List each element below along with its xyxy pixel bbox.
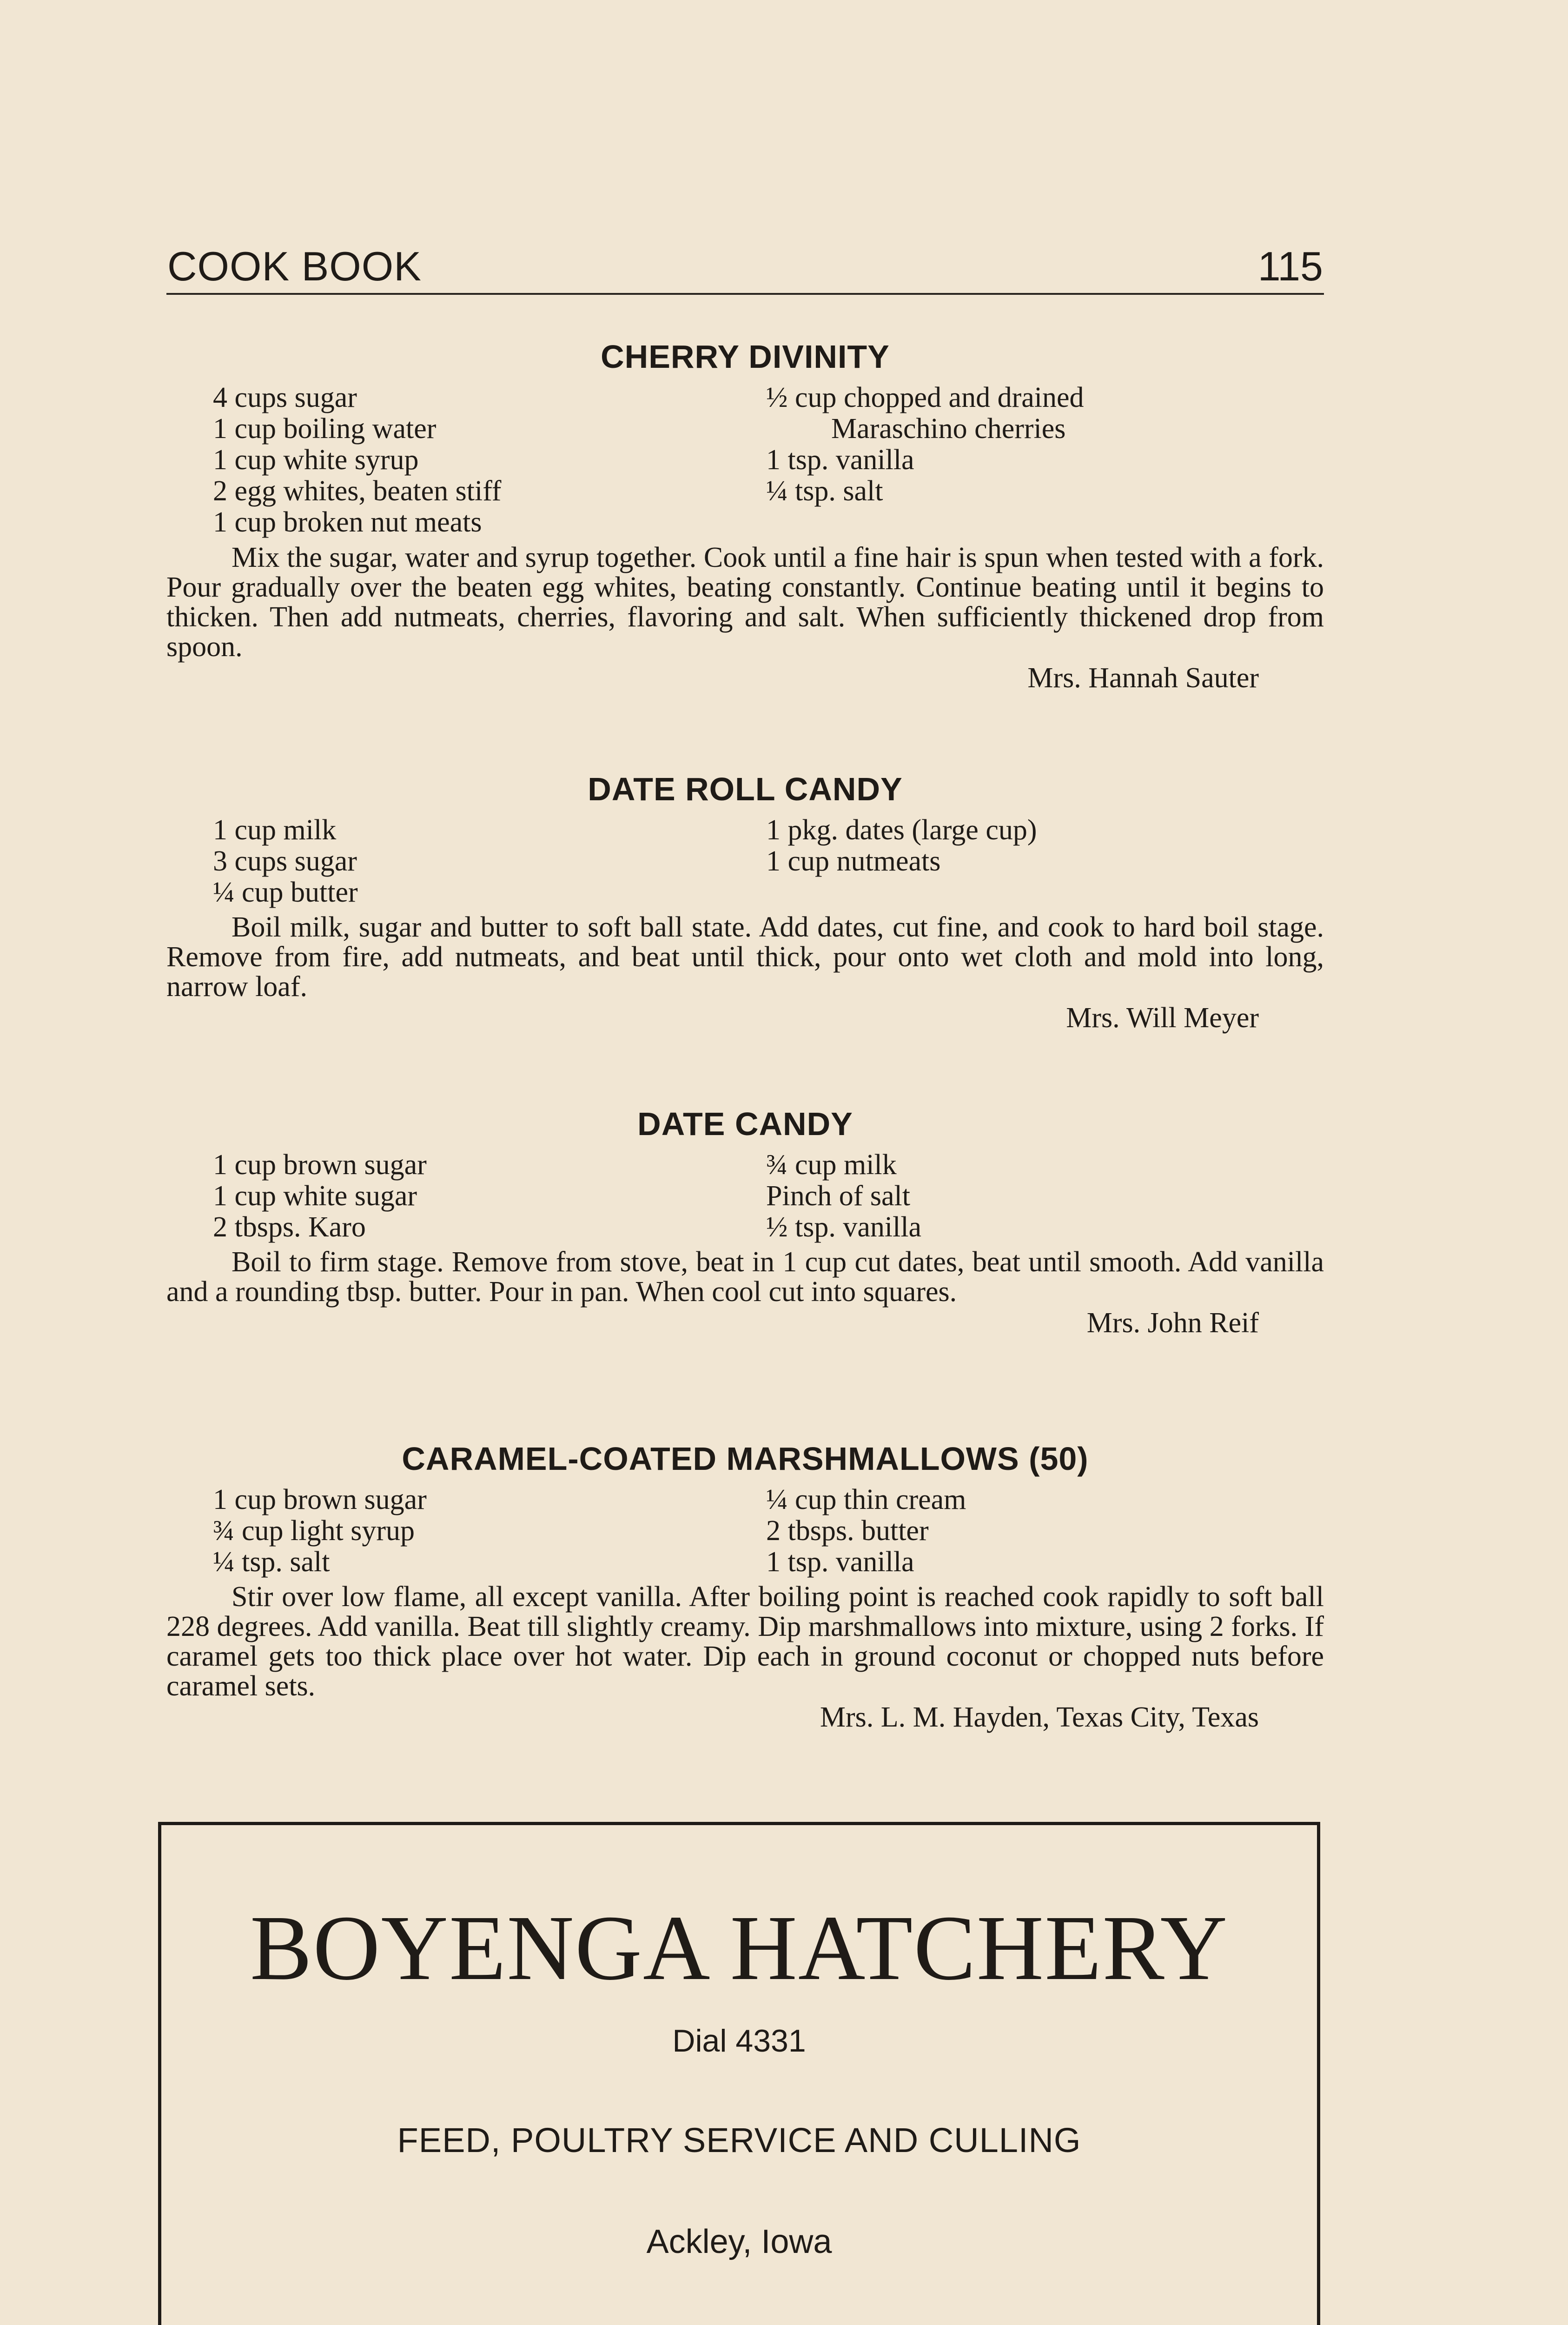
ingredient: 1 cup broken nut meats	[213, 506, 482, 538]
ingredient-list	[166, 815, 1324, 912]
recipe-title: DATE CANDY	[637, 1106, 853, 1142]
ingredients-right-column	[766, 1149, 921, 1243]
ingredient: 1 cup white sugar	[213, 1180, 417, 1212]
ingredient: 1 tsp. vanilla	[766, 1546, 914, 1578]
ad-services: FEED, POULTRY SERVICE AND CULLING	[397, 2121, 1081, 2159]
recipe-method: Boil milk, sugar and butter to soft ball state. Add dates, cut fine, and cook to hard boil stage. Remove from fire, add nutmeats, and beat until thick, pour onto wet cloth and mold into long, narrow loaf.	[166, 911, 1324, 1003]
ingredient: ¼ cup thin cream	[766, 1484, 966, 1515]
ingredient: 1 cup nutmeats	[766, 845, 941, 877]
recipe-author: Mrs. John Reif	[1086, 1307, 1259, 1339]
recipe-caramel-coated-marshmallows	[166, 1438, 1324, 1734]
recipe-date-roll-candy	[166, 768, 1324, 1034]
recipe-cherry-divinity	[166, 336, 1324, 694]
ingredients-right-column	[766, 1484, 966, 1578]
recipe-date-candy	[166, 1103, 1324, 1339]
recipe-author: Mrs. L. M. Hayden, Texas City, Texas	[820, 1701, 1259, 1733]
ingredient: Pinch of salt	[766, 1180, 910, 1212]
book-title: COOK BOOK	[167, 243, 422, 289]
ingredient: 1 cup milk	[213, 814, 337, 846]
ingredients-right-column	[766, 815, 1037, 877]
ad-company-name: BOYENGA HATCHERY	[250, 1897, 1229, 2000]
ingredient: ¾ cup milk	[766, 1149, 897, 1181]
ingredient-list	[166, 382, 1324, 543]
ingredient: 3 cups sugar	[213, 845, 357, 877]
ingredient: 1 cup brown sugar	[213, 1149, 427, 1181]
running-header	[166, 237, 1324, 295]
recipe-method: Boil to firm stage. Remove from stove, beat in 1 cup cut dates, beat until smooth. Add vanilla and a rounding tbsp. butter. Pour in pan. When cool cut into squares.	[166, 1246, 1324, 1308]
ingredients-right-column	[766, 382, 1084, 507]
ingredient: 1 tsp. vanilla	[766, 444, 914, 476]
advertisement-box	[158, 1822, 1320, 2325]
ingredient: ¼ cup butter	[213, 877, 358, 908]
ad-phone: Dial 4331	[672, 2023, 806, 2059]
ingredient: ¼ tsp. salt	[766, 475, 883, 507]
ingredient-list	[166, 1149, 1324, 1247]
ingredients-left-column	[213, 382, 501, 538]
recipe-method: Mix the sugar, water and syrup together. Cook until a fine hair is spun when tested with a fork. Pour gradually over the beaten egg whites, beating constantly. Continue beating until it begins to thicken. Then add nutmeats, cherries, flavoring and salt. When sufficiently thickened drop from spoon.	[166, 542, 1324, 663]
recipe-title: CARAMEL-COATED MARSHMALLOWS (50)	[402, 1441, 1089, 1477]
ingredient-list	[166, 1484, 1324, 1582]
ingredient: 1 cup white syrup	[213, 444, 419, 476]
page-number: 115	[1257, 243, 1323, 289]
ingredient: 2 tbsps. Karo	[213, 1211, 366, 1243]
ingredient: 2 tbsps. butter	[766, 1515, 929, 1547]
ingredient: ½ cup chopped and drained	[766, 382, 1084, 413]
recipe-title: CHERRY DIVINITY	[601, 339, 890, 375]
ad-location: Ackley, Iowa	[646, 2223, 832, 2260]
recipe-title: DATE ROLL CANDY	[588, 771, 903, 807]
ingredient: Maraschino cherries	[831, 413, 1066, 445]
ingredient: 1 pkg. dates (large cup)	[766, 814, 1037, 846]
ingredient: ½ tsp. vanilla	[766, 1211, 922, 1243]
ingredient: ¼ tsp. salt	[213, 1546, 330, 1578]
ingredient: 4 cups sugar	[213, 382, 357, 413]
ingredient: ¾ cup light syrup	[213, 1515, 415, 1547]
ingredients-left-column	[213, 1149, 427, 1243]
recipe-author: Mrs. Will Meyer	[1066, 1002, 1259, 1034]
ingredients-left-column	[213, 1484, 427, 1578]
recipe-method: Stir over low flame, all except vanilla. After boiling point is reached cook rapidly to soft ball 228 degrees. Add vanilla. Beat till slightly creamy. Dip marshmallows into mixture, using 2 forks. If caramel gets too thick place over hot water. Dip each in ground coconut or chopped nuts before caramel sets.	[166, 1581, 1324, 1702]
ingredient: 1 cup boiling water	[213, 413, 437, 445]
recipe-author: Mrs. Hannah Sauter	[1027, 662, 1259, 694]
ingredients-left-column	[213, 815, 358, 908]
ingredient: 2 egg whites, beaten stiff	[213, 475, 502, 507]
ingredient: 1 cup brown sugar	[213, 1484, 427, 1515]
